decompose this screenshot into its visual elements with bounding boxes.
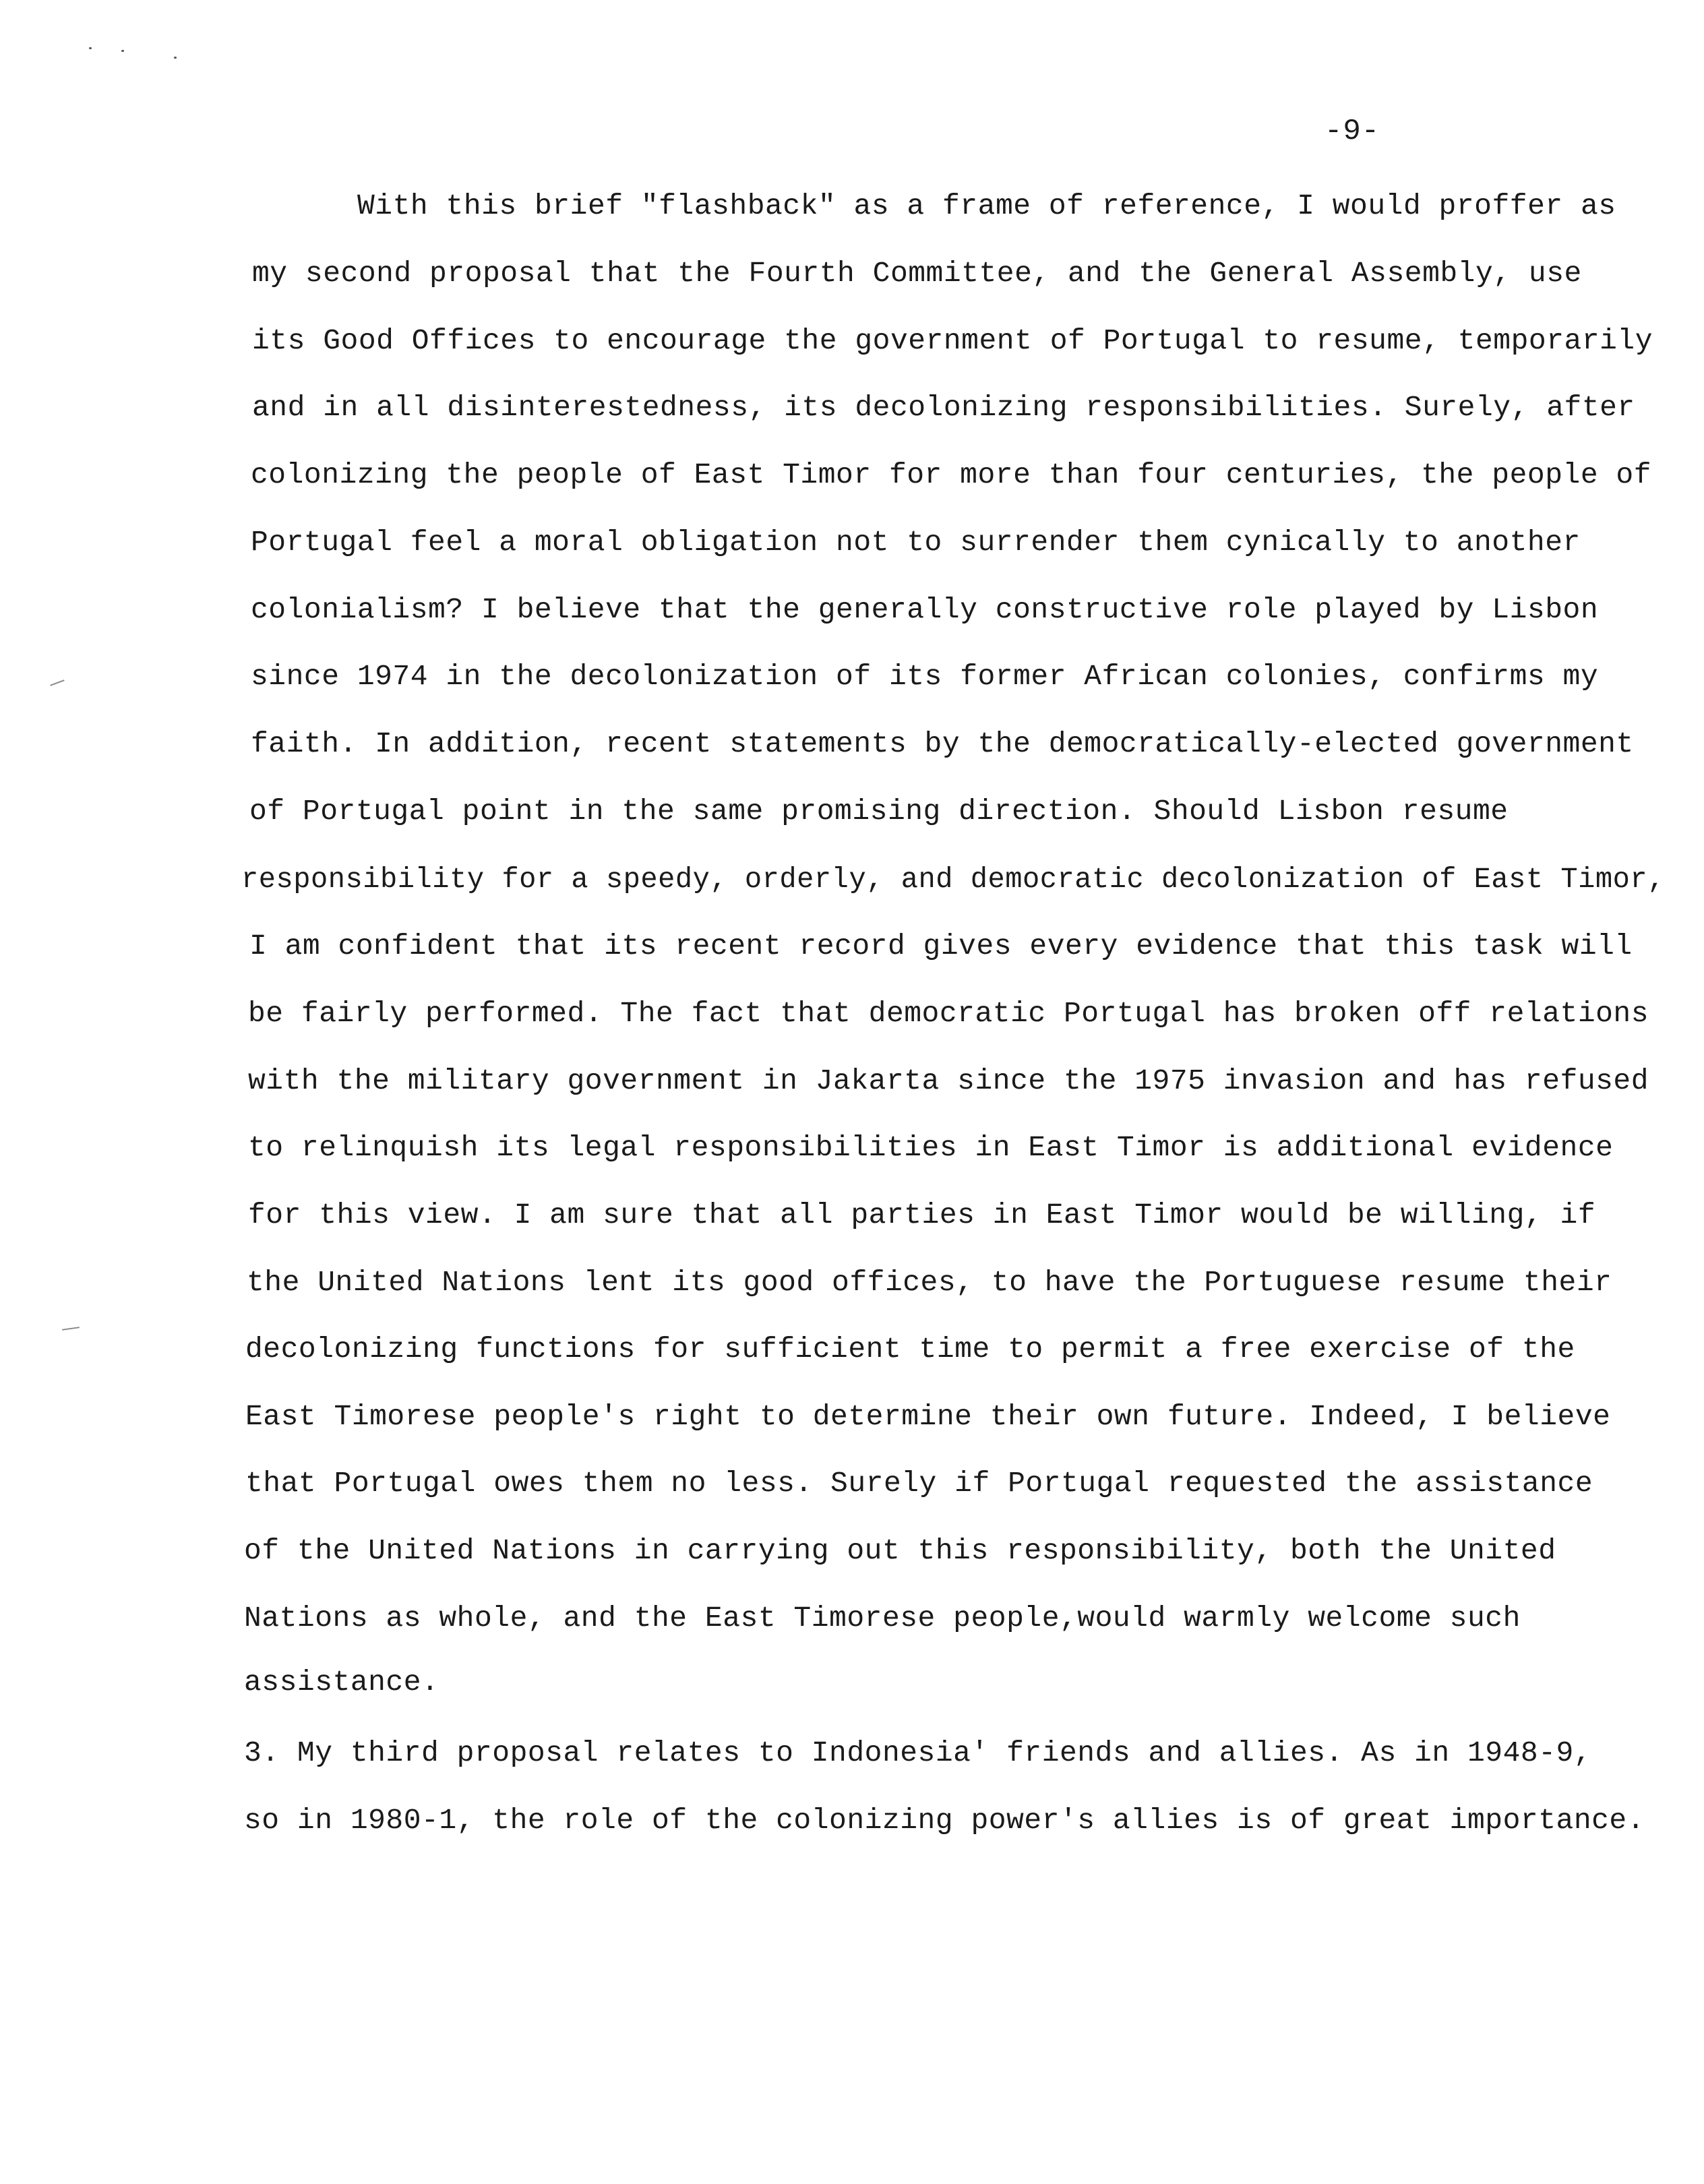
- text-line: be fairly performed. The fact that democratic Portugal has broken off relations: [248, 997, 1649, 1030]
- text-line: I am confident that its recent record gives every evidence that this task will: [249, 930, 1633, 963]
- text-line: East Timorese people's right to determine their own future. Indeed, I believe: [245, 1400, 1611, 1433]
- text-line: for this view. I am sure that all parties in East Timor would be willing, if: [248, 1199, 1596, 1232]
- text-line: decolonizing functions for sufficient time to permit a free exercise of the: [245, 1333, 1575, 1366]
- text-line: assistance.: [244, 1666, 439, 1699]
- scan-mark: [50, 679, 64, 686]
- text-line: responsibility for a speedy, orderly, and democratic decolonization of East Timor,: [241, 863, 1665, 896]
- text-line: colonialism? I believe that the generally constructive role played by Lisbon: [251, 593, 1599, 626]
- text-line: and in all disinterestedness, its decolonizing responsibilities. Surely, after: [252, 391, 1635, 424]
- text-line: the United Nations lent its good offices, to have the Portuguese resume their: [247, 1266, 1612, 1299]
- page-number: -9-: [1325, 115, 1380, 148]
- text-line: of Portugal point in the same promising direction. Should Lisbon resume: [249, 795, 1509, 828]
- text-line: its Good Offices to encourage the government of Portugal to resume, temporarily: [252, 324, 1653, 357]
- text-line: with the military government in Jakarta since the 1975 invasion and has refused: [248, 1064, 1649, 1097]
- text-line: colonizing the people of East Timor for more than four centuries, the people of: [251, 458, 1652, 491]
- text-line: faith. In addition, recent statements by the democratically-elected government: [251, 727, 1634, 760]
- text-line: so in 1980-1, the role of the colonizing power's allies is of great importance.: [244, 1804, 1645, 1837]
- text-line: since 1974 in the decolonization of its former African colonies, confirms my: [251, 660, 1599, 693]
- text-line: of the United Nations in carrying out this responsibility, both the United: [244, 1534, 1556, 1567]
- text-line: With this brief "flashback" as a frame of reference, I would proffer as: [357, 189, 1616, 222]
- text-line: that Portugal owes them no less. Surely if Portugal requested the assistance: [245, 1467, 1593, 1500]
- text-line: Portugal feel a moral obligation not to surrender them cynically to another: [251, 526, 1581, 559]
- text-line: 3. My third proposal relates to Indonesia' friends and allies. As in 1948-9,: [244, 1736, 1592, 1769]
- scan-mark: [62, 1327, 80, 1331]
- text-line: to relinquish its legal responsibilities in East Timor is additional evidence: [248, 1131, 1614, 1164]
- text-line: Nations as whole, and the East Timorese people,would warmly welcome such: [244, 1602, 1521, 1635]
- text-line: my second proposal that the Fourth Committee, and the General Assembly, use: [252, 257, 1582, 290]
